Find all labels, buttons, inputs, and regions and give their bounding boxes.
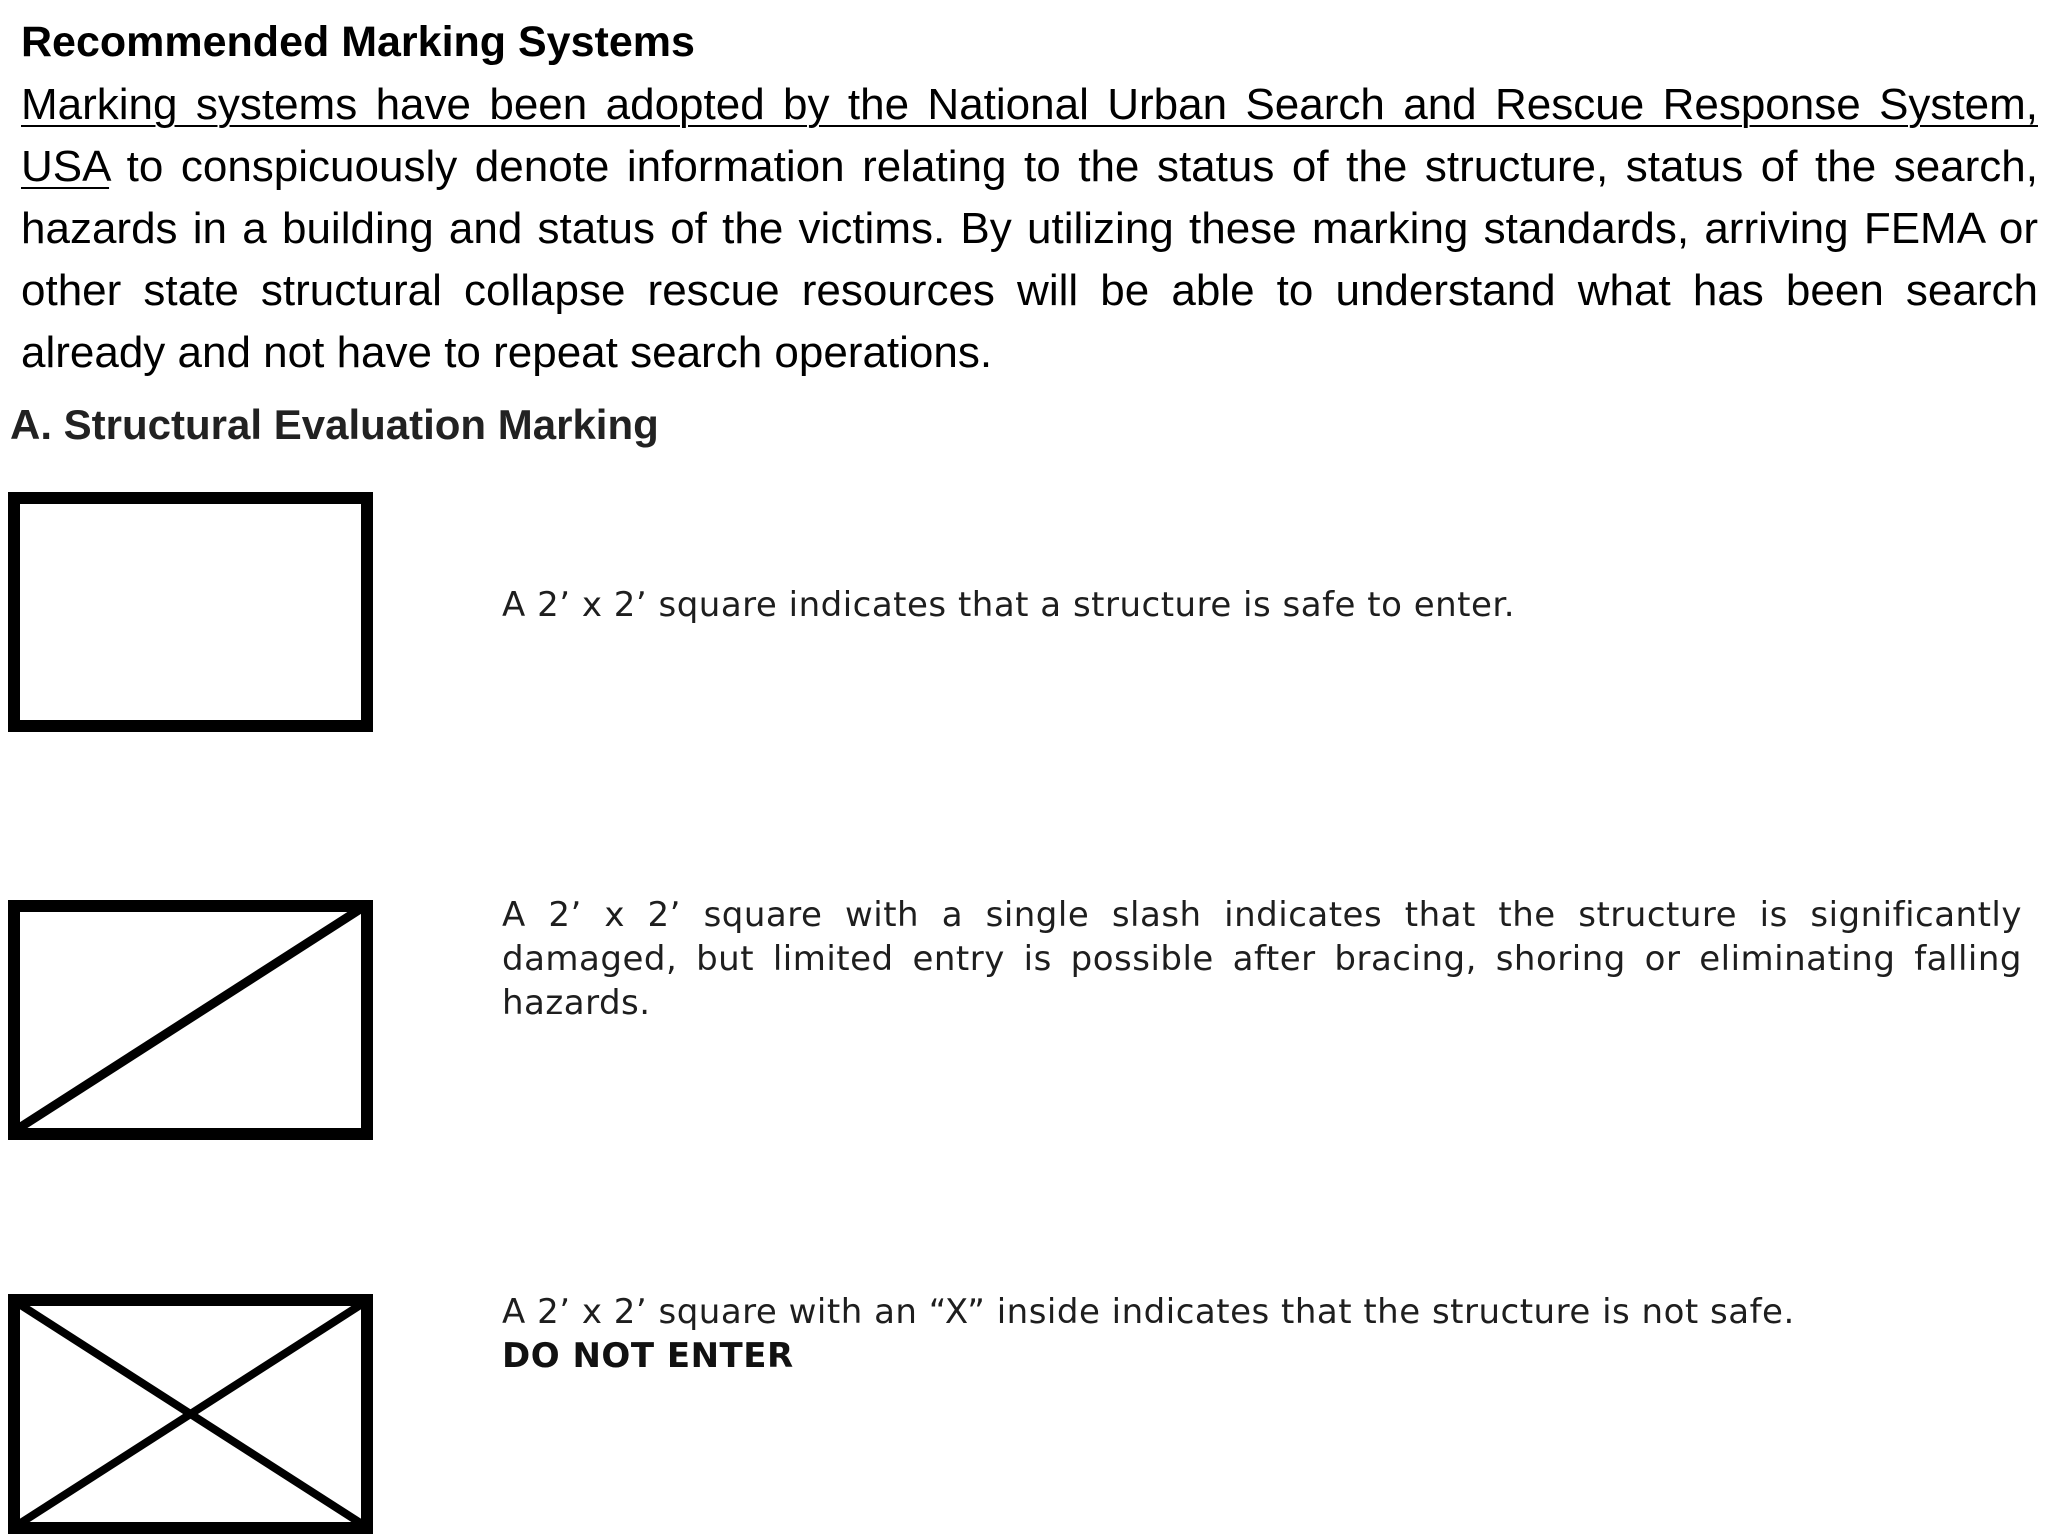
marking-description-safe: A 2’ x 2’ square indicates that a structure is safe to enter.	[502, 585, 1516, 625]
square-single-slash-icon	[8, 900, 373, 1140]
intro-paragraph	[21, 74, 2038, 384]
section-title: A. Structural Evaluation Marking	[10, 401, 659, 448]
marking-description-damaged: A 2’ x 2’ square with a single slash indicates that the structure is significantly damaged, but limited entry is possible after bracing, shoring or eliminating falling hazards.	[502, 895, 2022, 1023]
square-with-x-icon	[8, 1294, 373, 1534]
intro-underlined-text: Marking systems have been adopted by the National Urban Search and Rescue Response System, USA	[21, 80, 2038, 191]
marking-description-unsafe: A 2’ x 2’ square with an “X” inside indicates that the structure is not safe.	[502, 1292, 1795, 1332]
marking-single-slash-icon	[8, 900, 373, 1140]
marking-empty-square-icon	[8, 492, 373, 732]
intro-body-text: to conspicuously denote information relating to the status of the structure, status of the search, hazards in a building and status of the victims. By utilizing these marking standards, arriving FEMA or other state structural collapse rescue resources will be able to understand what has been search already and not have to repeat search operations.	[21, 142, 2038, 377]
document-heading: Recommended Marking Systems	[21, 18, 695, 66]
empty-square-icon	[8, 492, 373, 732]
marking-x-square-icon	[8, 1294, 373, 1534]
marking-description-unsafe-block	[502, 1290, 2022, 1378]
do-not-enter-warning: DO NOT ENTER	[502, 1336, 794, 1376]
